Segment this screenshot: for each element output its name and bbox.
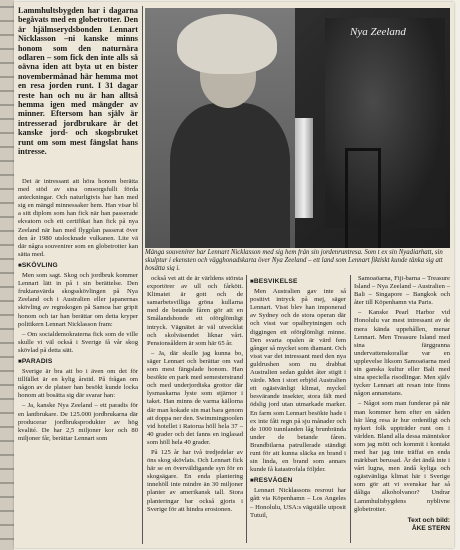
- article-column-4: [354, 275, 450, 543]
- article-column-3: [250, 275, 346, 543]
- paragraph: – Om socialdemokraterna fick som de ville skulle vi väl också i Sverige få vår skog skövlad på detta sätt.: [18, 330, 138, 354]
- paragraph: Sverige är bra att bo i även om det för tillfället är en kylig årstid. På frågan om någon av de platser han besökt kunde locka honom att bosätta sig där svarar han:: [18, 368, 138, 400]
- pith-helmet: [177, 14, 277, 74]
- subheading-paradis: ■ PARADIS: [18, 358, 138, 366]
- paragraph: Samoaöarna, Fiji-barna – Treasure Island – Nya Zeeland – Australien – Bali – Singapore – Bangkok och åter till Köpenhamn via Paris.: [354, 275, 450, 307]
- paragraph: också vet att de är världens största exportörer av ull och fårkött. Klimatet är gott och de samarbetsvilliga gröna kullarna med de betande fåren gör att en Smålandsbonde ett oförglömligt intryck. Vägnätet är väl utvecklat och skolväsendet liknar vårt. Pensionsåldern är som här 65 år.: [147, 275, 243, 347]
- subheading-resvagen: ■ RESVÄGEN: [250, 477, 346, 485]
- subheading-skovling: ■ SKÖVLING: [18, 262, 138, 270]
- subheading-besvikelse: ■ BESVIKELSE: [250, 278, 346, 286]
- byline-name: ÅKE STERN: [411, 524, 450, 532]
- paragraph: Men som sagt. Skog och jordbruk kommer Lennart lätt in på i sin berättelse. Den fruktansvärda skogsskövlingen på Nya Zeeland och i Australien eller japanernas skövling av regnskogen på Samoa har gripit honom och tar han berättar om detta kryper politikern Lennart Nicklasson fram:: [18, 272, 138, 328]
- notebook-binding: [0, 0, 14, 550]
- paragraph: På 125 år har två tredjedelar av öns skog skövlats. Och Lennart fick här se en överväldigande syn för en skogsägare. En enda plantering innehöll inte mindre än 30 miljoner planter av amerikansk tall. Stora planteringar har också gjorts i Sverige för att hindra erosionen.: [147, 448, 243, 513]
- map-picture: [325, 18, 445, 228]
- article-photo: [145, 8, 450, 248]
- article-column-2: [147, 275, 243, 543]
- paragraph: Men Australien gav inte så positivt intryck på mej, säger Lennart. Visst blev han imponerad av Sydney och de stora operan där och visst var opalbrytningen och diggingen ett oförglömligt minne. Den svarta opalen är värd fem gånger så mycket som diamant. Och visst var det intressant med den nya guldrushen som nu drabbat Australien sedan guldet åter stigit i värde. Men i stort erbjöd Australien ett ogästvänligt klimat, myckel besvärande insekter, stora fält med ödslig jord utan utmarkade marker. En farm som Lennart besökte hade i ex inte fått regn på sju månader och de 1000 tunnlanden låg brunbrända under de betande fåren. Brandbilarna patrullerade ständigt runt för att kunna släcka en brand i sin linda, en brand som annars kunde få katastrofala följder.: [250, 288, 346, 474]
- column-divider: [142, 6, 143, 544]
- paragraph: Lennart Nicklassons resrout har gått via Köpenhamn – Los Angeles – Honolulu, USA:s vägställe utposit Tutuil,: [250, 487, 346, 519]
- paragraph: – Något som man funderar på när man kommer hem efter en såden här lång resa är hur ordentligt och nykert folk uppträder runt om i världen. Bland alla dessa människor som jag mött och kommit i kontakt med har jag inte träffat en enda märkbart berusad. Är det ändå inte i vårt lugna, men ändå kyliga och ogästvänliga klimat här i Sverige som gör att vi svenskar har så dåliga alkoholvanor? Undrar Lammhultsbygdens nyblivne globetrotter.: [354, 400, 450, 513]
- byline-label: Text och bild:: [407, 516, 450, 524]
- paragraph: – Ja, kanske Nya Zeeland – ett paradis för en lantbrukare. De 125.000 jordbrukarna där producerar jordbruksprodukter av hög kvalité. De har 2,5 miljoner kor och 80 miljoner får, berättar Lennart som: [18, 402, 138, 442]
- photo-caption: Många souvenirer har Lennart Nicklasson med sig hem från sin jordenruntresa. Som t ex sin Nyadiarhatt, sin skulptur i ekensten och vägghonadskarta över Nya Zeeland – ett land som Lennart fiktiskt kunde tänka sig att bosätta sig i.: [145, 249, 443, 271]
- sculpture: [295, 118, 313, 218]
- article-column-1: [18, 178, 138, 544]
- map-label: Nya Zeeland: [350, 26, 406, 38]
- paragraph: – Kanske Pearl Harbor vid Honolulu var mest intressant av de mera kända uppehållen, menar Lennart. Men Treasure Island med sina färggranna undervattenskorallar var en upplevelse liksom Samoaöarna med sin ganska kultur eller Bali med sina speciella risodlingar. Men själv tycker Lennart att resan inte finns någon annanstans.: [354, 309, 450, 398]
- article-intro: Lammhultsbygden har i dagarna begåvats med en globetrotter. Den är hjälmserydsbonden Lennart Nicklasson –ni kanske minns honom som den naturnära odlaren – som fick den inte alls så oävna iden att byta ut en bister novembermånad här hemma mot en resa jorden runt. I 31 dagar reste han och nu är han alltså hemma igen med mängder av minner. Eftersom han själv är intresserad jordbrukare är det kanske jord- och skogsbruket runt om som mest fängslat hans intresse.: [18, 6, 138, 157]
- man-body: [170, 103, 290, 248]
- chair: [345, 148, 381, 248]
- column-divider: [246, 275, 247, 543]
- paragraph: Det är intressant att höra honom berätta med stöd av sina omsorgsfullt förda anteckningar. Och naturligtvis har han med sig en mängd minnessaker hem. Han visar bl a sitt diplom som han fick när han passerade ekvatorn och ett certifikat han fick på nya Zeeland när han med flygplan passerat över den år 1980 utslocknade vulkanen. Lite vä där några souvenirer som en globetrotter kan sätta med.: [18, 178, 138, 258]
- column-divider: [350, 275, 351, 543]
- byline: [354, 517, 450, 533]
- paragraph: – Ja, där skulle jag kunna bo, säger Lennart och berättar om vad som mest fängslade honom. Han besökte en park med semesterstrand och med underjordiska grottor där lysmaskarna lyste som stjärnor i taket. Han minns de varma källorna där man kokade sin mat bara genom att doppa ner den. Swimmingpoolen vid hotellet i Ratorua höll hela 37 –40 grader och det fanns en inglasad som höll hela 40 grader.: [147, 349, 243, 446]
